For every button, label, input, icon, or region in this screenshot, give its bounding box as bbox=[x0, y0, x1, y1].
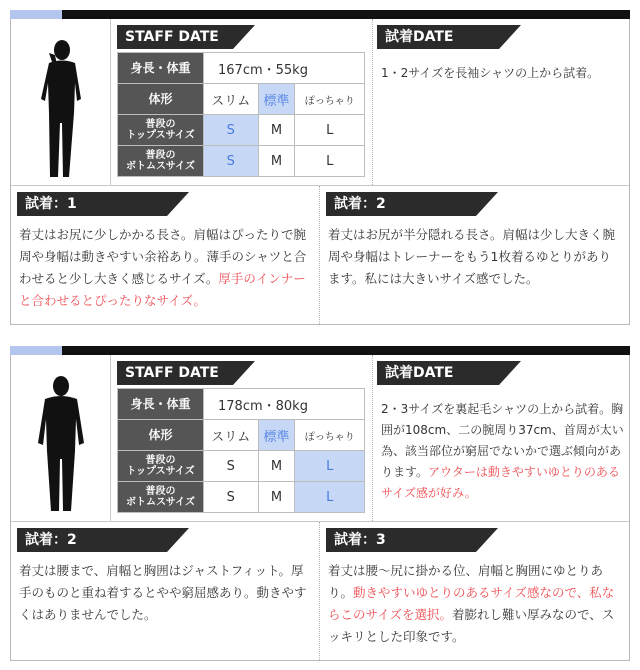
comment-header: 試着：2 bbox=[326, 192, 476, 216]
height-weight-value: 178cm・80kg bbox=[204, 389, 365, 420]
height-weight-label: 身長・体重 bbox=[118, 389, 204, 420]
tops-size-label: 普段の トップスサイズ bbox=[118, 451, 204, 482]
body-type-chubby: ぽっちゃり bbox=[295, 84, 365, 115]
bottoms-size-s: S bbox=[204, 482, 259, 513]
section-top-bar bbox=[10, 10, 630, 19]
comment-trial-2 bbox=[11, 522, 320, 660]
staff-silhouette-icon bbox=[31, 39, 91, 179]
body-type-label: 体形 bbox=[118, 420, 204, 451]
body-type-chubby: ぽっちゃり bbox=[295, 420, 365, 451]
staff-spec-table bbox=[117, 52, 365, 177]
height-weight-row bbox=[118, 53, 365, 84]
trial-date-header: 試着DATE bbox=[377, 25, 499, 49]
height-weight-value: 167cm・55kg bbox=[204, 53, 365, 84]
bottoms-size-row bbox=[118, 482, 365, 513]
tops-size-label: 普段の トップスサイズ bbox=[118, 115, 204, 146]
bottoms-size-label: 普段の ボトムスサイズ bbox=[118, 482, 204, 513]
trial-date-text: 1・2サイズを長袖シャツの上から試着。 bbox=[381, 66, 600, 80]
section-accent bbox=[10, 346, 62, 355]
body-type-row bbox=[118, 84, 365, 115]
bottoms-size-row bbox=[118, 146, 365, 177]
staff-data-cell bbox=[111, 19, 373, 185]
height-weight-row bbox=[118, 389, 365, 420]
staff-data-cell bbox=[111, 355, 373, 521]
trial-highlight: アウターは動きやすいゆとりのあるサイズ感が好み。 bbox=[381, 465, 620, 500]
staff-date-header: STAFF DATE bbox=[117, 25, 233, 49]
bottoms-size-s: S bbox=[204, 146, 259, 177]
staff-date-header: STAFF DATE bbox=[117, 361, 233, 385]
section-top-bar bbox=[10, 346, 630, 355]
staff-profile-1 bbox=[10, 10, 630, 325]
bottoms-size-l: L bbox=[295, 482, 365, 513]
bottoms-size-m: M bbox=[258, 482, 295, 513]
comment-highlight: 動きやすいゆとりのあるサイズ感なので、私ならこのサイズを選択。 bbox=[328, 585, 615, 622]
body-type-label: 体形 bbox=[118, 84, 204, 115]
body-type-standard: 標準 bbox=[258, 420, 295, 451]
tops-size-s: S bbox=[204, 451, 259, 482]
tops-size-l: L bbox=[295, 451, 365, 482]
comment-body: 着丈は腰まで、肩幅と胸囲はジャストフィット。厚手のものと重ね着するとやや窮屈感あり。動きやすくはありませんでした。 bbox=[19, 563, 307, 622]
comment-header: 試着：3 bbox=[326, 528, 476, 552]
trial-data-cell bbox=[373, 355, 629, 521]
staff-photo-cell bbox=[11, 19, 111, 185]
comment-body: 着丈はお尻に少しかかる長さ。肩幅はぴったりで腕周や身幅は動きやすい余裕あり。薄手のシャツと合わせると少し大きく感じるサイズ。厚手のインナーと合わせるとぴったりなサイズ。 bbox=[19, 227, 307, 308]
comment-body: 着丈はお尻が半分隠れる長さ。肩幅は少し大きく腕周や身幅はトレーナーをもう1枚着るゆとりがあります。私には大きいサイズ感でした。 bbox=[328, 227, 616, 286]
tops-size-row bbox=[118, 115, 365, 146]
tops-size-row bbox=[118, 451, 365, 482]
body-type-slim: スリム bbox=[204, 84, 259, 115]
comment-body: 着丈は腰〜尻に掛かる位、肩幅と胸囲にゆとりあり。動きやすいゆとりのあるサイズ感なので、私ならこのサイズを選択。着膨れし難い厚みなので、スッキリとした印象です。 bbox=[328, 563, 615, 644]
staff-spec-table bbox=[117, 388, 365, 513]
tops-size-s: S bbox=[204, 115, 259, 146]
staff-silhouette-icon bbox=[31, 375, 91, 515]
body-type-standard: 標準 bbox=[258, 84, 295, 115]
staff-photo-cell bbox=[11, 355, 111, 521]
comment-header: 試着：1 bbox=[17, 192, 167, 216]
profile-frame bbox=[10, 355, 630, 661]
tops-size-l: L bbox=[295, 115, 365, 146]
height-weight-label: 身長・体重 bbox=[118, 53, 204, 84]
body-type-row bbox=[118, 420, 365, 451]
tops-size-m: M bbox=[258, 115, 295, 146]
trial-date-header: 試着DATE bbox=[377, 361, 499, 385]
bottoms-size-m: M bbox=[258, 146, 295, 177]
section-accent bbox=[10, 10, 62, 19]
comment-trial-3 bbox=[320, 522, 629, 660]
comment-highlight: 厚手のインナーと合わせるとぴったりなサイズ。 bbox=[19, 271, 306, 308]
profile-frame bbox=[10, 19, 630, 325]
comment-trial-1 bbox=[11, 186, 320, 324]
bottoms-size-label: 普段の ボトムスサイズ bbox=[118, 146, 204, 177]
comment-trial-2 bbox=[320, 186, 629, 324]
trial-data-cell bbox=[373, 19, 629, 185]
bottoms-size-l: L bbox=[295, 146, 365, 177]
body-type-slim: スリム bbox=[204, 420, 259, 451]
staff-profile-2 bbox=[10, 346, 630, 661]
tops-size-m: M bbox=[258, 451, 295, 482]
comment-header: 試着：2 bbox=[17, 528, 167, 552]
trial-date-text: 2・3サイズを裏起毛シャツの上から試着。胸囲が108cm、二の腕周り37cm、首周が太い為、該当部位が窮屈でないかで選ぶ傾向があります。アウターは動きやすいゆとりのあるサイズ感が好み。 bbox=[381, 402, 624, 500]
